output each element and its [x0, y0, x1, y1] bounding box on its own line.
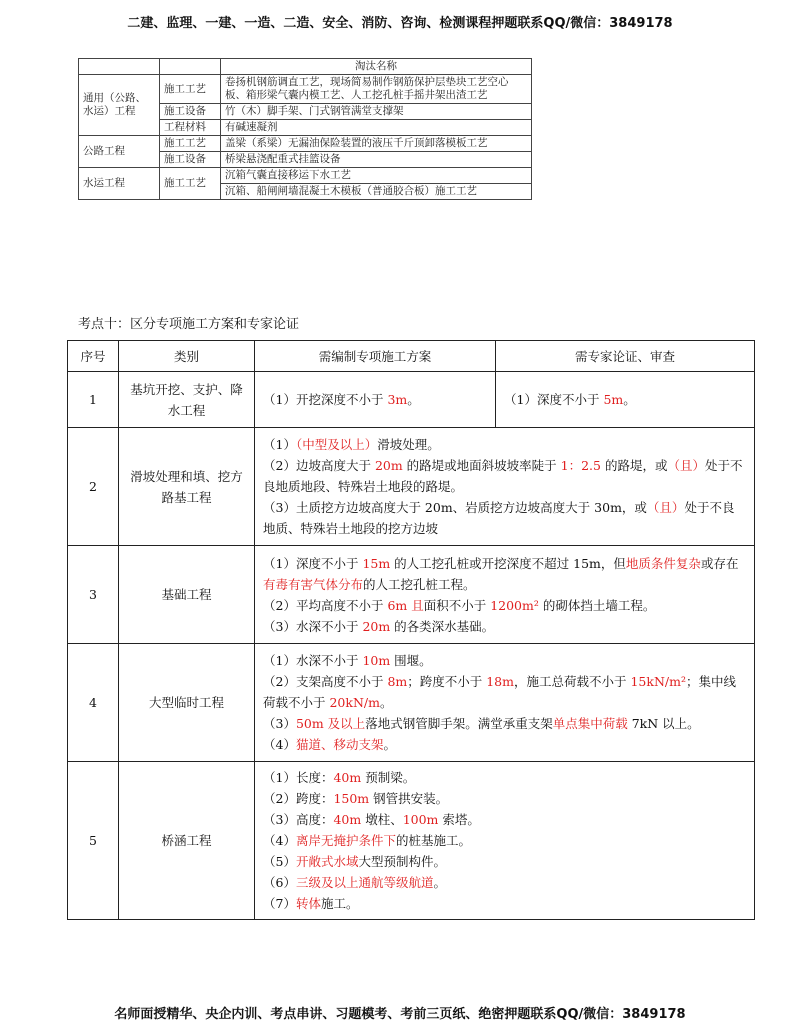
text-run: （4）	[263, 737, 296, 752]
text-run: （1）	[263, 437, 296, 452]
group-label: 公路工程	[79, 136, 160, 168]
text-run: 。	[383, 737, 396, 752]
row-index: 2	[68, 428, 119, 546]
special-scheme-table	[67, 340, 755, 920]
content-cell: 沉箱、船闸闸墙混凝土木模板（普通胶合板）施工工艺	[221, 184, 532, 200]
highlighted-text: 20m	[374, 458, 403, 473]
text-run: 的人工挖孔桩或开挖深度不超过 15m，但	[390, 555, 626, 571]
highlighted-text: 20kN/m	[329, 695, 380, 710]
text-run: 围堰。	[390, 653, 432, 668]
column-header: 序号	[68, 341, 119, 372]
highlighted-text: 离岸无掩护条件下	[295, 833, 396, 848]
page-header: 二建、监理、一建、一造、二造、安全、消防、咨询、检测课程押题联系QQ/微信：3849178	[127, 16, 673, 31]
column-header: 类别	[119, 341, 255, 372]
highlighted-text: 10m	[362, 653, 391, 668]
scheme-requirement	[255, 428, 755, 546]
highlighted-text: 8m	[387, 674, 408, 689]
text-run: （3）水深不小于	[263, 618, 363, 634]
text-run: （3）	[263, 716, 296, 731]
text-run: （7）	[263, 896, 296, 911]
highlighted-text: 6m 且	[387, 597, 424, 613]
content-cell: 竹（木）脚手架、门式钢管满堂支撑架	[221, 104, 532, 120]
text-run: 钢管拱安装。	[369, 791, 449, 806]
text-run: （1）深度不小于	[263, 555, 363, 571]
highlighted-text: 三级及以上通航等级航道	[295, 875, 434, 890]
text-run: （1）长度：	[263, 770, 334, 785]
highlighted-text: 1：2.5	[560, 458, 601, 473]
text-run: （1）开挖深度不小于	[263, 392, 388, 407]
text-run: （2）跨度：	[263, 791, 334, 806]
text-run: 索塔。	[438, 812, 480, 827]
text-run: 墩柱、	[361, 812, 403, 827]
highlighted-text: 50m 及以上	[295, 716, 366, 731]
text-run: ；跨度不小于	[407, 674, 487, 689]
highlighted-text: 15m	[362, 555, 391, 571]
type-cell: 工程材料	[160, 120, 221, 136]
highlighted-text: 15kN/m²	[630, 674, 686, 689]
text-run: （4）	[263, 833, 296, 848]
text-run: 面积不小于	[423, 597, 491, 613]
highlighted-text: （中型及以上）	[295, 437, 378, 452]
table-row	[79, 75, 532, 104]
content-cell: 沉箱气囊直接移运下水工艺	[221, 168, 532, 184]
text-run: （3）土质挖方边坡高度大于 20m、岩质挖方边坡高度大于 30m，或	[263, 500, 647, 515]
row-category: 基础工程	[119, 546, 255, 644]
text-run: （1）水深不小于	[263, 653, 363, 668]
highlighted-text: 开敞式水域	[295, 854, 359, 869]
text-run: 的砌体挡土墙工程。	[538, 597, 656, 613]
highlighted-text: 地质条件复杂	[625, 555, 701, 571]
text-run: 的人工挖孔桩工程。	[363, 576, 476, 592]
highlighted-text: 20m	[362, 618, 391, 634]
highlighted-text: 5m	[603, 392, 624, 407]
row-index: 4	[68, 644, 119, 762]
row-index: 3	[68, 546, 119, 644]
highlighted-text: 单点集中荷载	[552, 716, 628, 731]
highlighted-text: 18m	[486, 674, 514, 689]
text-run: ，施工总荷载不小于	[514, 674, 631, 689]
page-footer: 名师面授精华、央企内训、考点串讲、习题模考、考前三页纸、绝密押题联系QQ/微信：3849178	[114, 1007, 686, 1022]
table-row	[79, 168, 532, 184]
row-category: 滑坡处理和填、挖方路基工程	[119, 428, 255, 546]
scheme-requirement	[255, 644, 755, 762]
table-row	[68, 546, 755, 644]
expert-review-requirement	[496, 372, 755, 428]
text-run: 大型预制构件。	[358, 854, 446, 869]
highlighted-text: （且）	[646, 500, 685, 515]
highlighted-text: 3m	[387, 392, 408, 407]
text-run: 。	[379, 695, 393, 710]
text-run: 。	[407, 392, 420, 407]
text-run: （2）支架高度不小于	[263, 674, 388, 689]
text-run: （3）高度：	[263, 812, 334, 827]
scheme-requirement	[255, 546, 755, 644]
text-run: 滑坡处理。	[377, 437, 440, 452]
row-category: 基坑开挖、支护、降水工程	[119, 372, 255, 428]
highlighted-text: 猫道、移动支架	[295, 737, 384, 752]
column-header: 需编制专项施工方案	[255, 341, 496, 372]
type-cell: 施工设备	[160, 104, 221, 120]
highlighted-text: （且）	[667, 458, 705, 473]
highlighted-text: 转体	[295, 896, 321, 911]
table-row	[68, 762, 755, 920]
table-header-row	[68, 341, 755, 372]
text-run: ；集中线荷载不小于	[263, 674, 736, 710]
text-run: （6）	[263, 875, 296, 890]
scheme-requirement	[255, 762, 755, 920]
group-label: 通用（公路、水运）工程	[79, 75, 160, 136]
group-label: 水运工程	[79, 168, 160, 200]
type-cell: 施工设备	[160, 152, 221, 168]
content-cell: 卷扬机钢筋调直工艺，现场简易制作钢筋保护层垫块工艺空心板、箱形梁气囊内模工艺、人工挖孔桩手摇井架出渣工艺	[221, 75, 532, 104]
scheme-requirement	[255, 372, 496, 428]
content-cell: 桥梁悬浇配重式挂篮设备	[221, 152, 532, 168]
table-row	[68, 644, 755, 762]
text-run: 的桩基施工。	[395, 833, 471, 848]
table-row	[68, 372, 755, 428]
type-cell: 施工工艺	[160, 75, 221, 104]
column-header: 淘汰名称	[221, 59, 532, 75]
table-row	[79, 136, 532, 152]
content-cell: 有碱速凝剂	[221, 120, 532, 136]
highlighted-text: 100m	[402, 812, 439, 827]
table-header-row	[79, 59, 532, 75]
text-run: 的各类深水基础。	[390, 618, 495, 634]
column-header: 需专家论证、审查	[496, 341, 755, 372]
highlighted-text: 有毒有害气体分布	[263, 576, 364, 592]
text-run: 或存在	[700, 555, 739, 571]
text-run: 。	[623, 392, 636, 407]
text-run: 处于不良地质地段、特殊岩土地段的路堤。	[263, 458, 743, 494]
text-run: 预制梁。	[361, 770, 416, 785]
text-run: （2）平均高度不小于	[263, 597, 388, 613]
row-index: 5	[68, 762, 119, 920]
highlighted-text: 40m	[333, 770, 362, 785]
text-run: （5）	[263, 854, 296, 869]
section-title: 考点十：区分专项施工方案和专家论证	[78, 317, 300, 332]
text-run: （2）边坡高度大于	[263, 458, 375, 473]
text-run: 施工。	[320, 896, 359, 911]
eliminated-tech-table	[78, 58, 532, 200]
table-row	[68, 428, 755, 546]
text-run: 落地式钢管脚手架。满堂承重支架	[365, 716, 553, 731]
row-category: 桥涵工程	[119, 762, 255, 920]
row-index: 1	[68, 372, 119, 428]
text-run: 的路堤，或	[601, 458, 668, 473]
text-run: 。	[433, 875, 446, 890]
text-run: （1）深度不小于	[504, 392, 604, 407]
text-run: 处于不良地质、特殊岩土地段的挖方边坡	[263, 500, 735, 536]
text-run: 7kN 以上。	[627, 716, 700, 731]
highlighted-text: 1200m²	[490, 597, 539, 613]
type-cell: 施工工艺	[160, 136, 221, 152]
content-cell: 盖梁（系梁）无漏油保险装置的液压千斤顶卸落模板工艺	[221, 136, 532, 152]
highlighted-text: 40m	[333, 812, 362, 827]
row-category: 大型临时工程	[119, 644, 255, 762]
type-cell: 施工工艺	[160, 168, 221, 200]
highlighted-text: 150m	[333, 791, 370, 806]
text-run: 的路堤或地面斜坡坡率陡于	[402, 458, 561, 473]
